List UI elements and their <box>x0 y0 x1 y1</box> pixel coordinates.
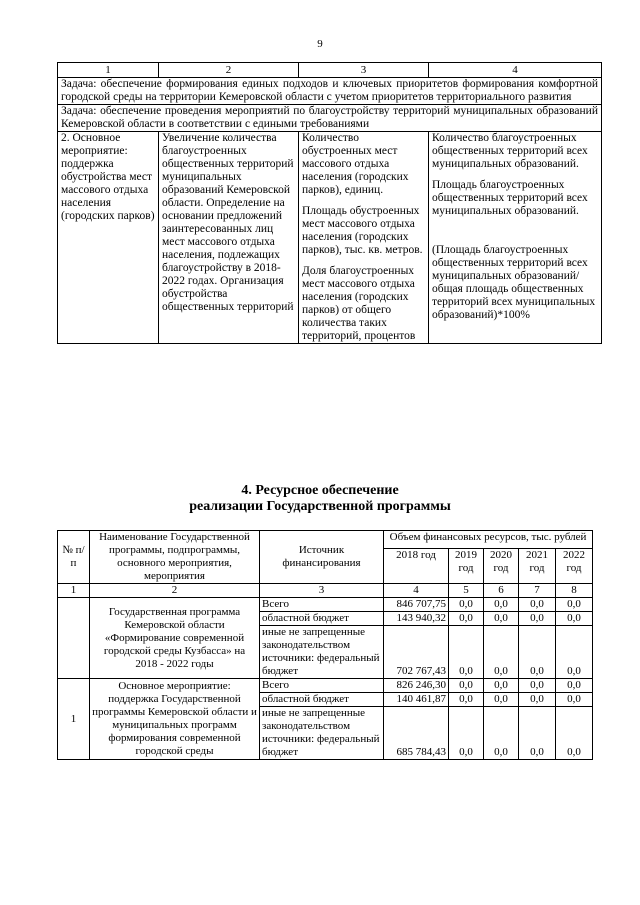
header-cell-1: 1 <box>58 63 159 78</box>
value-cell: 0,0 <box>519 612 556 626</box>
section-title-line-2: реализации Государственной программы <box>189 499 451 514</box>
page-number: 9 <box>317 38 323 50</box>
indicators-table <box>57 62 602 344</box>
header-year-2021: 2021 год <box>519 549 556 584</box>
section-title <box>0 483 640 515</box>
value-cell: 0,0 <box>449 693 484 707</box>
task-1-text: Задача: обеспечение формирования единых подходов и ключевых приоритетов формирования комфортной городской среды на территории Кемеровской области с учетом приоритетов территориального развития <box>58 78 602 105</box>
colnum-3: 3 <box>260 584 384 598</box>
header-cell-3: 3 <box>299 63 429 78</box>
measure-name: 2. Основное мероприятие: поддержка обустройства мест массового отдыха населения (городских парков) <box>58 132 159 344</box>
table-row <box>58 679 593 693</box>
method-share: (Площадь благоустроенных общественных территорий всех муниципальных образований/общая площадь общественных территорий всех муниципальных образований)*100% <box>432 244 596 321</box>
colnum-1: 1 <box>58 584 90 598</box>
value-cell: 0,0 <box>556 598 593 612</box>
header-year-2019: 2019 год <box>449 549 484 584</box>
indicator-count: Количество обустроенных мест массового отдыха населения (городских парков), единиц. <box>302 132 409 196</box>
method-count: Количество благоустроенных общественных территорий всех муниципальных образований. <box>432 132 588 170</box>
value-cell: 0,0 <box>519 626 556 679</box>
indicator-area: Площадь обустроенных мест массового отдыха населения (городских парков), тыс. кв. метров. <box>302 205 423 256</box>
header-year-2020: 2020 год <box>484 549 519 584</box>
header-num: № п/п <box>58 531 90 584</box>
value-cell: 0,0 <box>484 626 519 679</box>
header-year-2018: 2018 год <box>384 549 449 584</box>
value-cell: 0,0 <box>449 626 484 679</box>
measure-num: 1 <box>58 679 90 760</box>
value-cell: 685 784,43 <box>384 707 449 760</box>
source-cell: Всего <box>260 598 384 612</box>
source-cell: областной бюджет <box>260 693 384 707</box>
value-cell: 0,0 <box>484 612 519 626</box>
task-2-text: Задача: обеспечение проведения мероприятий по благоустройству территорий муниципальных образований Кемеровской области в соответствии с едиными требованиями <box>58 105 602 132</box>
value-cell: 143 940,32 <box>384 612 449 626</box>
header-name: Наименование Государственной программы, подпрограммы, основного мероприятия, мероприятия <box>90 531 260 584</box>
value-cell: 0,0 <box>484 693 519 707</box>
value-cell: 0,0 <box>484 707 519 760</box>
resources-colnum-row <box>58 584 593 598</box>
value-cell: 0,0 <box>449 679 484 693</box>
colnum-5: 5 <box>449 584 484 598</box>
measure-methodology <box>429 132 602 344</box>
source-cell: областной бюджет <box>260 612 384 626</box>
task-row-1 <box>58 78 602 105</box>
colnum-2: 2 <box>90 584 260 598</box>
value-cell: 0,0 <box>519 707 556 760</box>
header-cell-4: 4 <box>429 63 602 78</box>
value-cell: 0,0 <box>556 707 593 760</box>
header-cell-2: 2 <box>159 63 299 78</box>
value-cell: 0,0 <box>556 693 593 707</box>
colnum-7: 7 <box>519 584 556 598</box>
measure-indicators <box>299 132 429 344</box>
header-volume: Объем финансовых ресурсов, тыс. рублей <box>384 531 593 549</box>
value-cell: 0,0 <box>519 598 556 612</box>
value-cell: 0,0 <box>449 707 484 760</box>
source-cell: иные не запрещенные законодательством источники: федеральный бюджет <box>260 707 384 760</box>
value-cell: 846 707,75 <box>384 598 449 612</box>
indicators-header-row <box>58 63 602 78</box>
colnum-8: 8 <box>556 584 593 598</box>
value-cell: 0,0 <box>556 612 593 626</box>
resources-table <box>57 530 593 760</box>
value-cell: 0,0 <box>484 598 519 612</box>
header-year-2022: 2022 год <box>556 549 593 584</box>
value-cell: 826 246,30 <box>384 679 449 693</box>
value-cell: 0,0 <box>449 612 484 626</box>
resources-header-row-1 <box>58 531 593 549</box>
indicator-share: Доля благоустроенных мест массового отдыха населения (городских парков) от общего количества таких территорий, процентов <box>302 265 416 342</box>
table-row <box>58 598 593 612</box>
program-num <box>58 598 90 679</box>
value-cell: 0,0 <box>556 679 593 693</box>
header-source: Источник финансирования <box>260 531 384 584</box>
source-cell: иные не запрещенные законодательством источники: федеральный бюджет <box>260 626 384 679</box>
measure-row <box>58 132 602 344</box>
value-cell: 0,0 <box>519 693 556 707</box>
measure-title: Основное мероприятие: поддержка Государственной программы Кемеровской области и муниципальных программ формирования современной городской среды <box>90 679 260 760</box>
colnum-4: 4 <box>384 584 449 598</box>
source-cell: Всего <box>260 679 384 693</box>
section-title-line-1: 4. Ресурсное обеспечение <box>241 483 399 498</box>
value-cell: 0,0 <box>519 679 556 693</box>
value-cell: 0,0 <box>484 679 519 693</box>
method-area: Площадь благоустроенных общественных территорий всех муниципальных образований. <box>432 179 588 217</box>
colnum-6: 6 <box>484 584 519 598</box>
value-cell: 702 767,43 <box>384 626 449 679</box>
task-row-2 <box>58 105 602 132</box>
value-cell: 0,0 <box>449 598 484 612</box>
measure-description: Увеличение количества благоустроенных общественных территорий муниципальных образований Кемеровской области. Определение на основании предложений заинтересованных лиц мест массового отдыха населения, подлежащих благоустройству в 2018-2022 годах. Организация обустройства общественных территорий <box>159 132 299 344</box>
value-cell: 0,0 <box>556 626 593 679</box>
program-name: Государственная программа Кемеровской области «Формирование современной городской среды Кузбасса» на 2018 - 2022 годы <box>90 598 260 679</box>
value-cell: 140 461,87 <box>384 693 449 707</box>
